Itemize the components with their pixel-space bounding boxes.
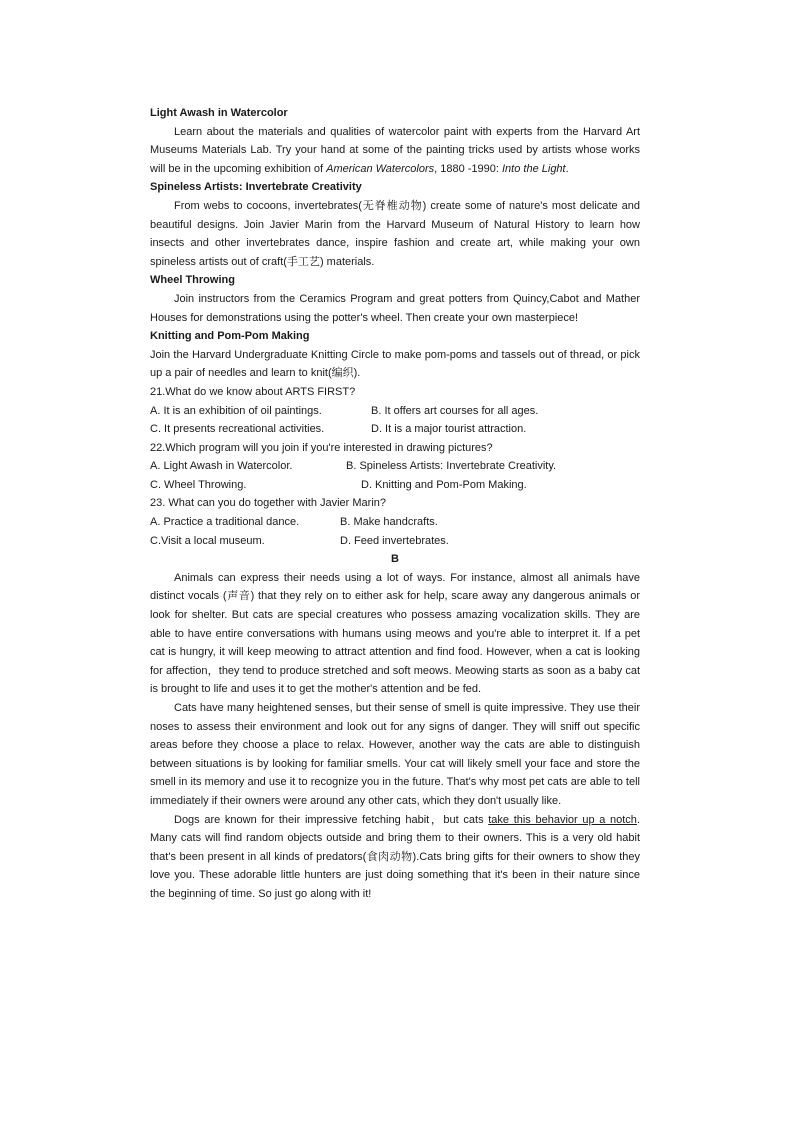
event-title: Spineless Artists: Invertebrate Creativity (150, 181, 362, 194)
event-description: Join instructors from the Ceramics Program and great potters from Quincy,Cabot and Mather Houses for demonstrations using the potter's wheel. Then create your own masterpiece! (150, 292, 640, 324)
event-description: Join the Harvard Undergraduate Knitting Circle to make pom-poms and tassels out of thread, or pick up a pair of needles and learn to knit(编织). (150, 348, 640, 380)
option: B. Make handcrafts. (340, 516, 438, 529)
option: A. It is an exhibition of oil paintings. (150, 404, 322, 417)
option: D. It is a major tourist attraction. (371, 423, 527, 436)
section-heading: B (391, 553, 399, 566)
passage-paragraph: Dogs are known for their impressive fetching habit，but cats take this behavior up a notch. Many cats will find random objects outside and bring them to their owners. This is a very old habit that's been present in all kinds of predators(食肉动物).Cats bring gifts for their owners to show they love you. These adorable little hunters are just doing something that it's been in their nature since the beginning of time. So just go along with it! (150, 813, 640, 900)
options-row (150, 402, 640, 421)
question-stem: 23. What can you do together with Javier Marin? (150, 497, 387, 510)
event-title: Wheel Throwing (150, 274, 235, 287)
option: A. Light Awash in Watercolor. (150, 460, 293, 473)
event-title: Light Awash in Watercolor (150, 107, 288, 119)
event-title: Knitting and Pom-Pom Making (150, 330, 310, 343)
passage-paragraph: Animals can express their needs using a lot of ways. For instance, almost all animals have distinct vocals (声音) that they rely on to either ask for help, scare away any dangerous animals or look for shelter. But cats are special creatures who possess amazing vocalization skills. They are able to have entire conversations with humans using meows and you're able to interpret it. If a pet cat is hungry, it will keep meowing to attract attention and find food. However, when a cat is looking for affection，they tend to produce stretched and soft meows. Meowing starts as soon as a baby cat is brought to life and uses it to get the mother's attention and be fed. (150, 571, 640, 696)
option: C. It presents recreational activities. (150, 423, 325, 436)
options-row (150, 420, 640, 439)
option: C.Visit a local museum. (150, 534, 265, 547)
option: D. Knitting and Pom-Pom Making. (361, 478, 527, 491)
question-stem: 21.What do we know about ARTS FIRST? (150, 385, 356, 398)
options-row (150, 513, 640, 532)
passage-paragraph: Cats have many heightened senses, but their sense of smell is quite impressive. They use their noses to assess their environment and look out for any signs of danger. They will sniff out specific areas before they choose a place to relax. However, another way the cats are able to distinguish between situations is by looking for familiar smells. Your cat will likely smell your face and store the smell in its memory and use it to recognize you in the future. That's why most pet cats are able to tell immediately if their owners were around any other cats, which they don't usually like. (150, 702, 640, 807)
document-page (150, 104, 640, 904)
option: B. It offers art courses for all ages. (371, 404, 539, 417)
event-description: Learn about the materials and qualities of watercolor paint with experts from the Harvard Art Museums Materials Lab. Try your hand at some of the painting tricks used by artists whose works will be in the upcoming exhibition of American Watercolors, 1880 -1990: Into the Light. (150, 125, 640, 175)
event-description: From webs to cocoons, invertebrates(无脊椎动物) create some of nature's most delicate and beautiful designs. Join Javier Marin from the Harvard Museum of Natural History to learn how insects and other invertebrates dance, inspire fashion and create art, while making your own spineless artists out of craft(手工艺) materials. (150, 199, 640, 268)
option: A. Practice a traditional dance. (150, 516, 300, 529)
exhibition-subtitle: Into the Light (502, 162, 566, 175)
option: D. Feed invertebrates. (340, 534, 449, 547)
option: C. Wheel Throwing. (150, 478, 247, 491)
exhibition-title: American Watercolors (326, 162, 435, 175)
option: B. Spineless Artists: Invertebrate Creativity. (346, 460, 557, 473)
underlined-phrase: take this behavior up a notch (488, 813, 637, 826)
options-row (150, 457, 640, 476)
options-row (150, 476, 640, 495)
question-stem: 22.Which program will you join if you're interested in drawing pictures? (150, 441, 493, 454)
options-row (150, 532, 640, 551)
